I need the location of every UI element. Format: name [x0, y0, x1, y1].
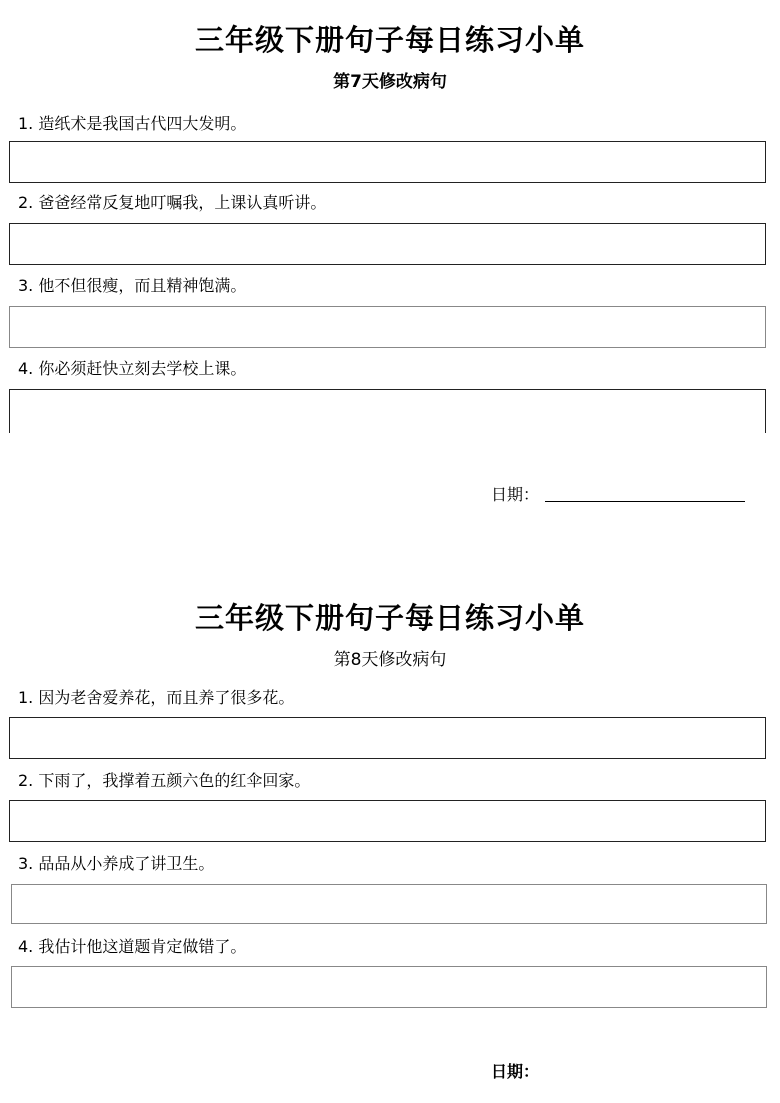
- sheet2-subtitle: 第8天修改病句: [333, 650, 447, 670]
- sheet2-answer-box-4[interactable]: [11, 966, 767, 1008]
- sheet1-question-2: 2. 爸爸经常反复地叮嘱我，上课认真听讲。: [18, 193, 327, 212]
- sheet1-date-line[interactable]: [545, 501, 745, 502]
- sheet2-date-label: 日期：: [491, 1062, 540, 1081]
- sheet2-answer-box-3[interactable]: [11, 884, 767, 924]
- sheet2-question-4: 4. 我估计他这道题肯定做错了。: [18, 937, 247, 956]
- sheet1-answer-box-4[interactable]: [9, 389, 766, 433]
- sheet1-answer-box-1[interactable]: [9, 141, 766, 183]
- sheet2-title: 三年级下册句子每日练习小单: [194, 601, 585, 635]
- sheet1-subtitle: 第7天修改病句: [333, 72, 447, 92]
- sheet2-question-1: 1. 因为老舍爱养花，而且养了很多花。: [18, 688, 295, 707]
- sheet1-answer-box-2[interactable]: [9, 223, 766, 265]
- sheet1-title: 三年级下册句子每日练习小单: [194, 23, 585, 57]
- sheet1-question-4: 4. 你必须赶快立刻去学校上课。: [18, 359, 247, 378]
- sheet1-date-label: 日期：: [491, 485, 540, 504]
- sheet1-question-1: 1. 造纸术是我国古代四大发明。: [18, 114, 247, 133]
- sheet2-question-2: 2. 下雨了，我撑着五颜六色的红伞回家。: [18, 771, 311, 790]
- sheet2-answer-box-2[interactable]: [9, 800, 766, 842]
- sheet1-question-3: 3. 他不但很瘦，而且精神饱满。: [18, 276, 247, 295]
- sheet2-question-3: 3. 品品从小养成了讲卫生。: [18, 854, 215, 873]
- sheet1-answer-box-3[interactable]: [9, 306, 766, 348]
- sheet2-answer-box-1[interactable]: [9, 717, 766, 759]
